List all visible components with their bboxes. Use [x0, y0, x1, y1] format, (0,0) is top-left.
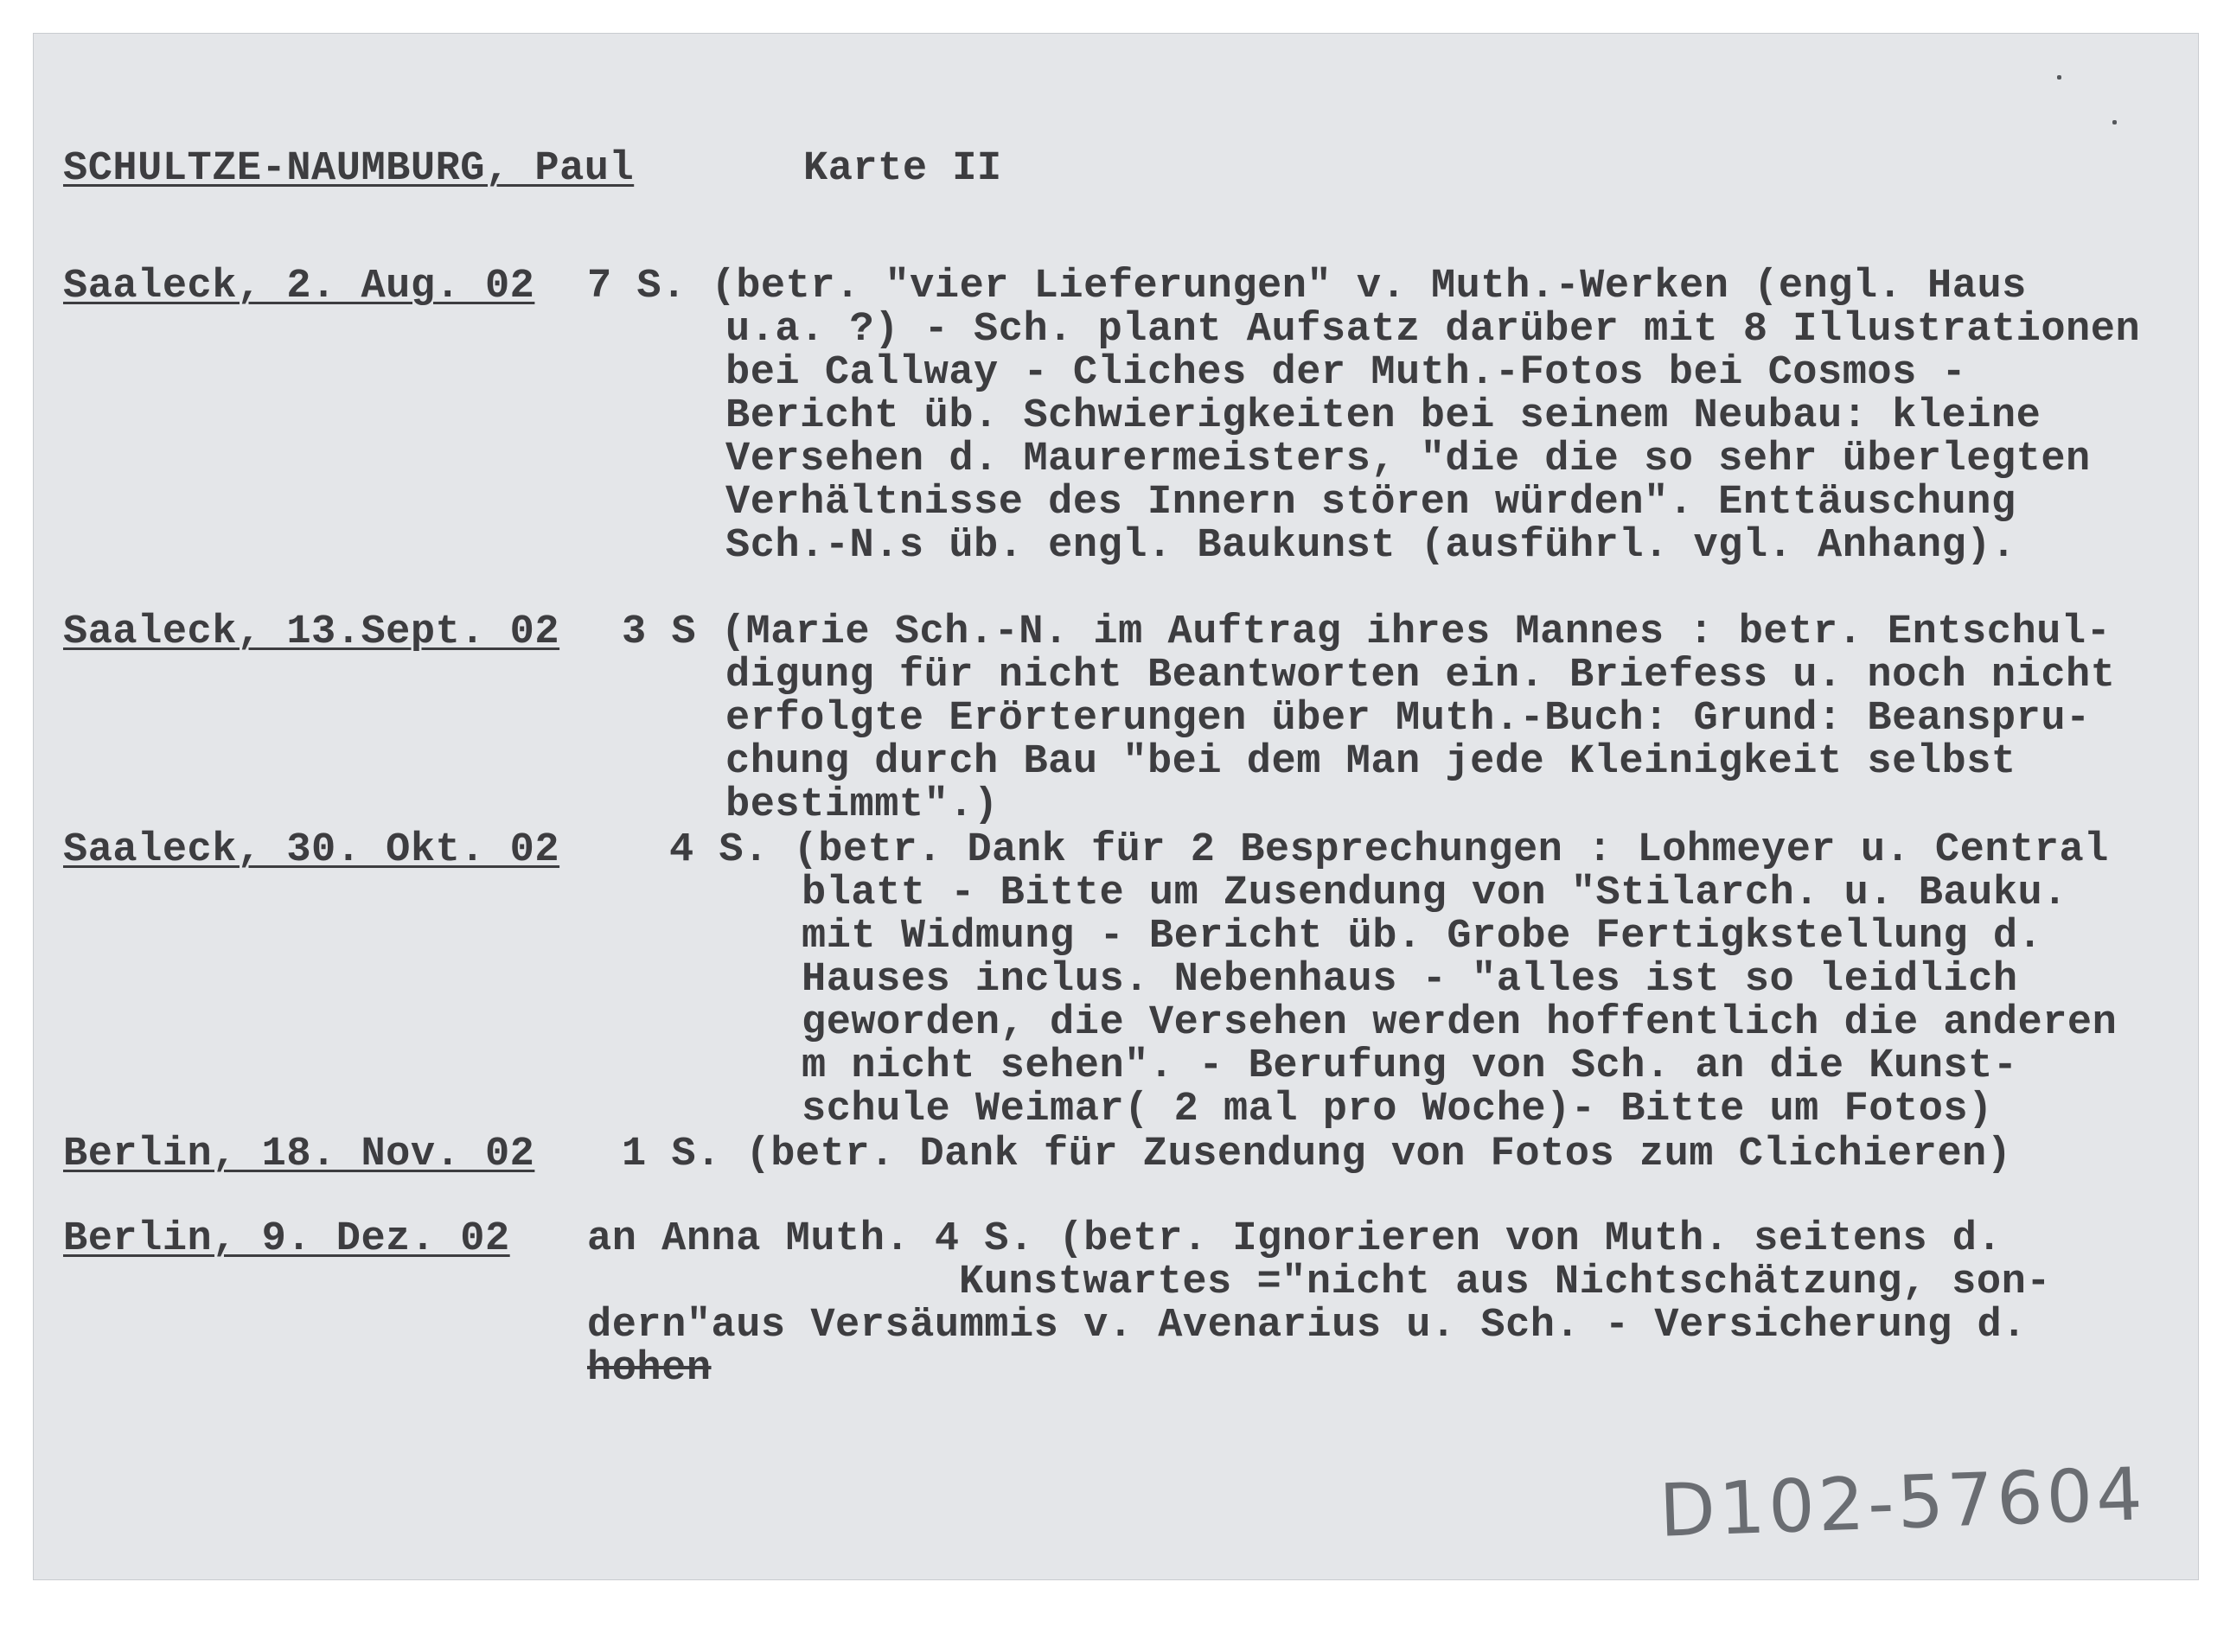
entry-place-date: Saaleck, 30. Okt. 02 — [63, 827, 560, 873]
card-number: Karte II — [803, 146, 1002, 192]
entry-text-line: 1 S. (betr. Dank für Zusendung von Fotos zum Clichieren) — [622, 1132, 2012, 1177]
archive-number: D102-57604 — [1658, 1451, 2148, 1553]
entry-text-line: Verhältnisse des Innern stören würden". Enttäuschung — [725, 480, 2016, 526]
entry-place-date: Saaleck, 2. Aug. 02 — [63, 264, 535, 309]
entry-text-line: Hauses inclus. Nebenhaus - "alles ist so leidlich — [802, 957, 2018, 1003]
entry-text-line: digung für nicht Beantworten ein. Briefess u. noch nicht — [725, 653, 2116, 698]
scan-speck — [2112, 120, 2117, 124]
entry-text-line: m nicht sehen". - Berufung von Sch. an die Kunst- — [802, 1043, 2018, 1089]
entry-text-line: 4 S. (betr. Dank für 2 Besprechungen : Lohmeyer u. Central — [669, 827, 2109, 873]
entry-place-date: Berlin, 9. Dez. 02 — [63, 1216, 510, 1262]
entry-text-line: chung durch Bau "bei dem Man jede Kleinigkeit selbst — [725, 739, 2016, 785]
entry-text-line: Kunstwartes ="nicht aus Nichtschätzung, son- — [959, 1260, 2052, 1305]
card-name: SCHULTZE-NAUMBURG, Paul — [63, 146, 635, 192]
entry-text-line: schule Weimar( 2 mal pro Woche)- Bitte um Fotos) — [802, 1087, 1993, 1132]
entry-place-date: Berlin, 18. Nov. 02 — [63, 1132, 535, 1177]
entry-text-line: mit Widmung - Bericht üb. Grobe Fertigkstellung d. — [802, 914, 2043, 960]
entry-text-line: Versehen d. Maurermeisters, "die die so sehr überlegten — [725, 437, 2091, 482]
entry-text-line: geworden, die Versehen werden hoffentlich die anderen — [802, 1000, 2118, 1046]
entry-text-line: 7 S. (betr. "vier Lieferungen" v. Muth.-Werken (engl. Haus — [587, 264, 2027, 309]
struck-out-word: hohen — [587, 1346, 712, 1392]
entry-text-line: 3 S (Marie Sch.-N. im Auftrag ihres Mannes : betr. Entschul- — [622, 609, 2112, 655]
scan-speck — [2057, 75, 2061, 80]
entry-text-line: Sch.-N.s üb. engl. Baukunst (ausführl. vgl. Anhang). — [725, 523, 2016, 569]
entry-text-line: bei Callway - Cliches der Muth.-Fotos bei Cosmos - — [725, 350, 1967, 396]
entry-text-line: an Anna Muth. 4 S. (betr. Ignorieren von Muth. seitens d. — [587, 1216, 2003, 1262]
entry-text-line: dern"aus Versäummis v. Avenarius u. Sch. - Versicherung d. — [587, 1303, 2027, 1349]
entry-text-line: Bericht üb. Schwierigkeiten bei seinem Neubau: kleine — [725, 393, 2042, 439]
entry-text-line: erfolgte Erörterungen über Muth.-Buch: Grund: Beanspru- — [725, 696, 2091, 742]
entry-text-line: blatt - Bitte um Zusendung von "Stilarch. u. Bauku. — [802, 871, 2067, 916]
index-card — [33, 33, 2199, 1580]
entry-text-line: bestimmt".) — [725, 782, 999, 828]
entry-text-line: u.a. ?) - Sch. plant Aufsatz darüber mit 8 Illustrationen — [725, 307, 2141, 353]
entry-place-date: Saaleck, 13.Sept. 02 — [63, 609, 560, 655]
